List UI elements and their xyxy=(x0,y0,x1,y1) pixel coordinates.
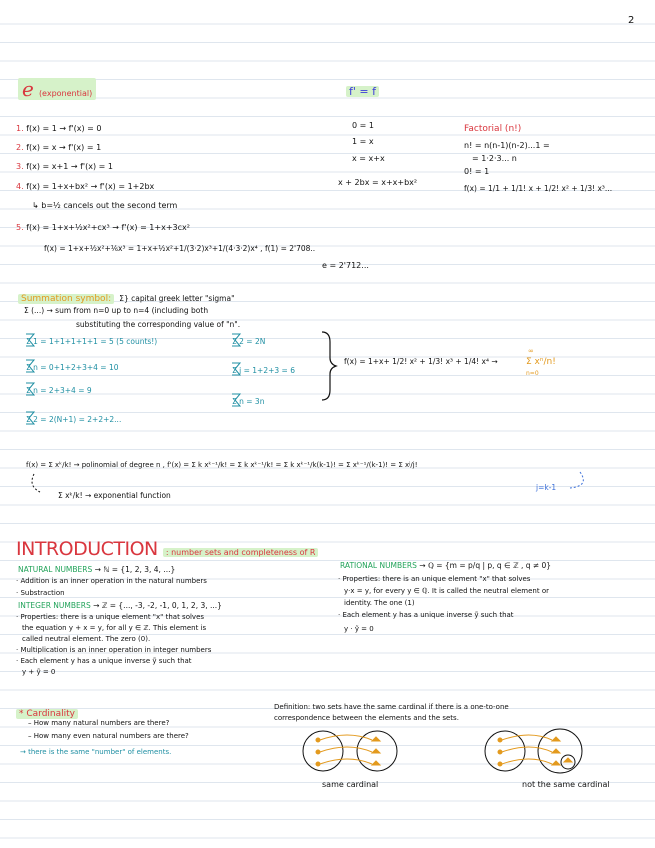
integer-heading: INTEGER NUMBERS → ℤ = {..., -3, -2, -1, 0, 1, 2, 3, ...} xyxy=(18,601,222,610)
poly-line: f(x) = Σ xᵏ/k! → polinomial of degree n , f'(x) = Σ k xᵏ⁻¹/k! = Σ k xᵏ⁻¹/k! = Σ k xᵏ⁻¹/k(k-1)! = Σ xᵏ⁻¹/(k-1)! = Σ xʲ/j! xyxy=(26,461,418,469)
cardinality-line: – How many even natural numbers are there? xyxy=(28,732,189,740)
page-number: 2 xyxy=(628,15,635,26)
integer-line: y + ỹ = 0 xyxy=(22,668,56,676)
series-line: f(x) = 1+x+½x²+⅙x³ = 1+x+½x²+1/(3·2)x³+1/(4·3·2)x⁴ , f(1) = 2'708.. xyxy=(44,244,316,253)
exp-line: 1. f(x) = 1 → f'(x) = 0 xyxy=(16,124,102,133)
middle-note: x + 2bx = x+x+bx² xyxy=(338,178,418,187)
exp-line: ↳ b=½ cancels out the second term xyxy=(32,201,178,210)
factorial-title: Factorial (n!) xyxy=(464,124,522,134)
brace-icon xyxy=(322,332,336,400)
cardinality-definition: Definition: two sets have the same cardinal if there is a one-to-one xyxy=(274,703,509,711)
exp-letter: e xyxy=(22,77,34,101)
natural-line: · Substraction xyxy=(16,589,65,597)
cardinality-definition: correspondence between the elements and the sets. xyxy=(274,714,459,722)
cardinality-conclusion: → there is the same "number" of elements. xyxy=(20,748,172,756)
summation-desc: Σ (...) → sum from n=0 up to n=4 (including both xyxy=(24,306,209,315)
natural-line: · Addition is an inner operation in the natural numbers xyxy=(16,577,207,585)
factorial-formula: f(x) = 1/1 + 1/1! x + 1/2! x² + 1/3! x³... xyxy=(464,184,613,193)
summation-example: Σ 1 = 1+1+1+1+1 = 5 (5 counts!) xyxy=(26,337,158,346)
derivative-equation: f' = f xyxy=(346,86,379,97)
intro-title: INTRODUCTION xyxy=(16,538,158,560)
rational-line: y · ỹ = 0 xyxy=(344,625,374,633)
natural-heading: NATURAL NUMBERS → ℕ = {1, 2, 3, 4, ...} xyxy=(18,565,176,574)
exp-label: (exponential) xyxy=(38,89,93,98)
summation-example: Σ 2 = 2(N+1) = 2+2+2... xyxy=(26,415,122,424)
same-cardinal-diagram xyxy=(303,731,397,771)
curved-arrow-icon xyxy=(32,474,40,492)
label-same-cardinal: same cardinal xyxy=(322,780,379,789)
factorial-line: 0! = 1 xyxy=(464,167,490,176)
rational-line: · Properties: there is an unique element "x" that solves xyxy=(338,575,531,583)
summation-title: Summation symbol: xyxy=(18,294,114,304)
rational-line: identity. The one (1) xyxy=(344,599,415,607)
sum-result: Σ xⁿ/n! xyxy=(526,357,556,367)
factorial-line: = 1·2·3... n xyxy=(472,154,517,163)
exp-line: 2. f(x) = x → f'(x) = 1 xyxy=(16,143,102,152)
not-same-cardinal-diagram xyxy=(485,729,582,773)
middle-note: x = x+x xyxy=(352,154,385,163)
middle-note: 0 = 1 xyxy=(352,121,374,130)
integer-line: the equation y + x = y, for all y ∈ ℤ. This element is xyxy=(22,624,207,632)
sigma-symbols xyxy=(26,334,240,424)
middle-note: 1 = x xyxy=(352,137,374,146)
summation-example: Σ 2 = 2N xyxy=(232,337,266,346)
integer-line: · Multiplication is an inner operation in integer numbers xyxy=(16,646,212,654)
sum-limits: n=0 xyxy=(526,370,539,377)
intro-subtitle: : number sets and completeness of R xyxy=(163,548,319,557)
j-substitution: j=k-1 xyxy=(536,483,557,492)
integer-line: · Properties: there is a unique element "x" that solves xyxy=(16,613,205,621)
summation-example: Σ n = 3n xyxy=(232,397,265,406)
summation-example: Σ n = 2+3+4 = 9 xyxy=(26,386,92,395)
cardinality-title: * Cardinality xyxy=(16,709,78,719)
exp-line: 3. f(x) = x+1 → f'(x) = 1 xyxy=(16,162,113,171)
cardinality-line: – How many natural numbers are there? xyxy=(28,719,170,727)
summation-desc: substituting the corresponding value of "n". xyxy=(76,320,241,329)
summation-title-rest: Σ} capital greek letter "sigma" xyxy=(119,294,235,303)
rational-line: y·x = y, for every y ∈ ℚ. It is called the neutral element or xyxy=(344,587,549,595)
rational-heading: RATIONAL NUMBERS → ℚ = {m = p/q | p, q ∈ ℤ , q ≠ 0} xyxy=(340,561,552,570)
integer-line: · Each element y has a unique inverse ỹ such that xyxy=(16,657,192,665)
summation-example: Σ n = 0+1+2+3+4 = 10 xyxy=(26,363,119,372)
label-not-same-cardinal: not the same cardinal xyxy=(522,780,610,789)
factorial-line: n! = n(n-1)(n-2)...1 = xyxy=(464,141,550,150)
exp-function-line: Σ xᵏ/k! → exponential function xyxy=(58,491,171,500)
summation-example: Σ j = 1+2+3 = 6 xyxy=(232,366,295,375)
sum-top: ∞ xyxy=(528,347,534,355)
integer-line: called neutral element. The zero (0). xyxy=(22,635,151,643)
j-curved-arrow-icon xyxy=(570,472,583,488)
fx-series: f(x) = 1+x+ 1/2! x² + 1/3! x³ + 1/4! x⁴ → xyxy=(344,357,498,366)
rational-line: · Each element y has a unique inverse ỹ such that xyxy=(338,611,514,619)
exp-line: 5. f(x) = 1+x+½x²+cx³ → f'(x) = 1+x+3cx² xyxy=(16,223,190,232)
e-value: e = 2'712... xyxy=(322,261,369,270)
exp-line: 4. f(x) = 1+x+bx² → f'(x) = 1+2bx xyxy=(16,182,155,191)
